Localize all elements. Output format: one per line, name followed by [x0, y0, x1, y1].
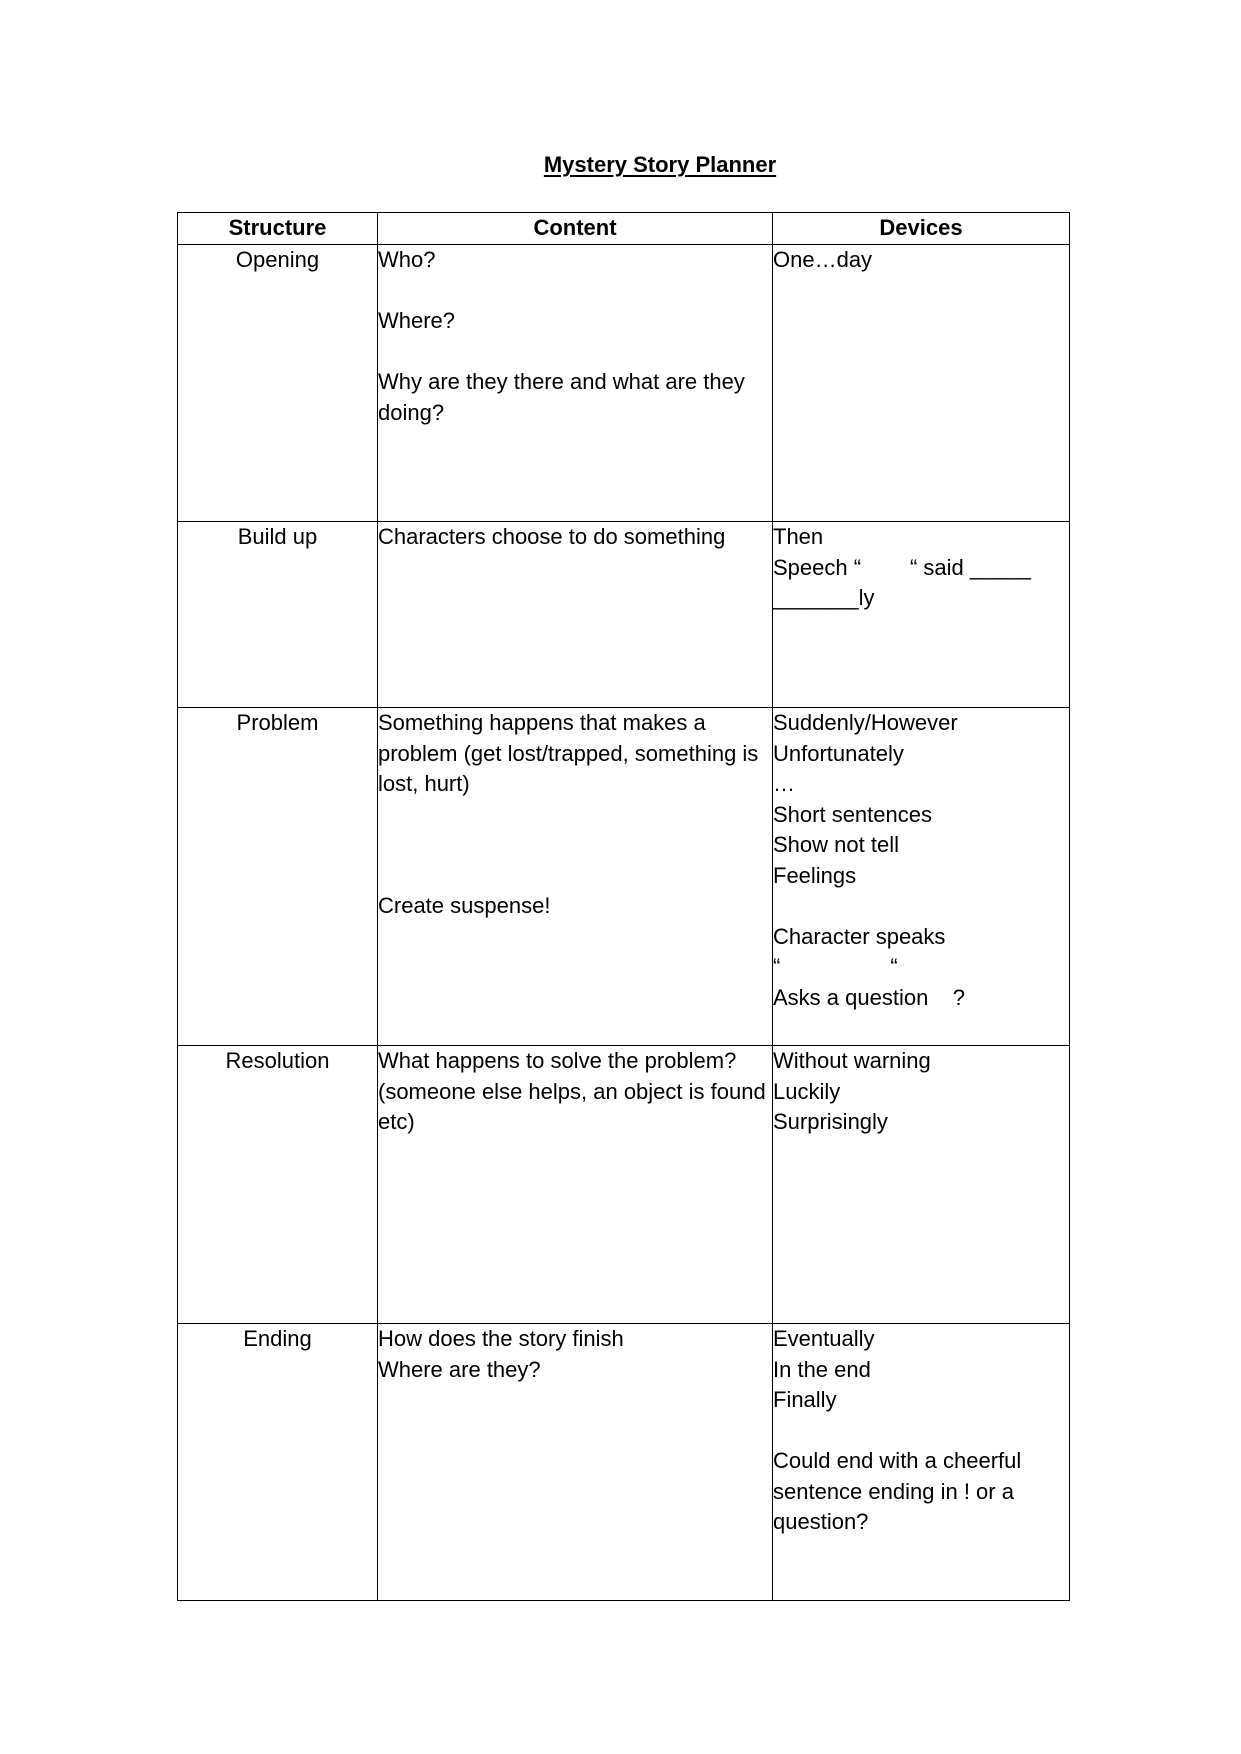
content-cell: Characters choose to do something [378, 522, 773, 708]
devices-cell: Eventually In the end Finally Could end with a cheerful sentence ending in ! or a question? [773, 1324, 1070, 1601]
devices-cell: Then Speech “ “ said _____ _______ly [773, 522, 1070, 708]
content-cell: How does the story finish Where are they? [378, 1324, 773, 1601]
structure-cell: Problem [178, 708, 378, 1046]
table-row-resolution [178, 1046, 1070, 1324]
table-row-build-up [178, 522, 1070, 708]
devices-cell: One…day [773, 245, 1070, 522]
header-devices: Devices [773, 213, 1070, 245]
table-row-opening [178, 245, 1070, 522]
table-row-ending [178, 1324, 1070, 1601]
header-row [178, 213, 1070, 245]
content-cell: What happens to solve the problem? (someone else helps, an object is found etc) [378, 1046, 773, 1324]
planner-table [177, 212, 1070, 1601]
devices-cell: Without warning Luckily Surprisingly [773, 1046, 1070, 1324]
structure-cell: Ending [178, 1324, 378, 1601]
content-cell: Who? Where? Why are they there and what are they doing? [378, 245, 773, 522]
page-title: Mystery Story Planner [543, 152, 777, 177]
structure-cell: Resolution [178, 1046, 378, 1324]
header-content: Content [378, 213, 773, 245]
content-cell: Something happens that makes a problem (get lost/trapped, something is lost, hurt) Create suspense! [378, 708, 773, 1046]
table-row-problem [178, 708, 1070, 1046]
structure-cell: Build up [178, 522, 378, 708]
header-structure: Structure [178, 213, 378, 245]
structure-cell: Opening [178, 245, 378, 522]
devices-cell: Suddenly/However Unfortunately … Short sentences Show not tell Feelings Character speaks “ “ Asks a question ? [773, 708, 1070, 1046]
